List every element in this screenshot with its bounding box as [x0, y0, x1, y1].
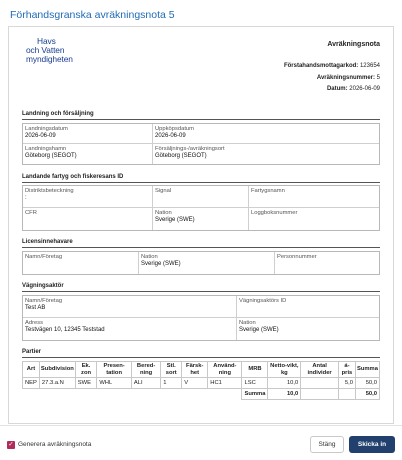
total-weight: 10,0 [268, 389, 301, 400]
col-ek-zon: Ek. zon [75, 362, 97, 378]
generate-note-label[interactable]: Generera avräkningsnota [18, 441, 92, 448]
cell-presentation: WHL [97, 378, 132, 389]
fartyg-nation-cell: Nation Sverige (SWE) [153, 208, 249, 230]
licens-nation-cell: Nation Sverige (SWE) [139, 252, 275, 274]
section-divider [22, 291, 380, 292]
cell-antal-individer [301, 378, 339, 389]
signal-cell: Signal [153, 186, 249, 208]
section-divider [22, 182, 380, 183]
meta-datum: Datum: 2026-06-09 [326, 86, 380, 92]
send-button[interactable]: Skicka in [349, 436, 395, 453]
total-empty-pris [338, 389, 355, 400]
distrikt-cell: Distriktsbeteckning : [23, 186, 153, 208]
personnummer-cell: Personnummer [277, 254, 317, 260]
close-button[interactable]: Stäng [310, 436, 344, 453]
section-divider [22, 247, 380, 248]
forsaljningsort-cell: Försäljnings-/avräkningsort Göteborg (SEGOT) [155, 146, 225, 159]
fartygsnamn-cell: Fartygsnamn [249, 186, 379, 208]
col-a-pris: á-pris [338, 362, 355, 378]
vagning-adress-cell: Adress Testvägen 10, 12345 Teststad [23, 318, 237, 340]
footer-divider [0, 425, 402, 426]
cfr-cell: CFR [23, 208, 153, 230]
col-beredning: Bered-ning [131, 362, 160, 378]
uppkopsdatum-cell: Uppköpsdatum 2026-06-09 [153, 124, 379, 144]
cell-subdivision: 27.3.a.N [39, 378, 75, 389]
table-row [23, 378, 380, 389]
vagning-id-cell: Vägningsaktörs ID [237, 296, 379, 318]
total-spacer [23, 389, 242, 400]
col-nettovikt: Netto-vikt, kg [268, 362, 301, 378]
total-sum: 50,0 [355, 389, 379, 400]
partier-header-row [23, 362, 380, 378]
col-mrb: MRB [242, 362, 268, 378]
partier-table [22, 361, 380, 400]
cell-a-pris: 5,0 [338, 378, 355, 389]
section-partier-title: Partier [22, 349, 42, 355]
section-vagning-title: Vägningsaktör [22, 283, 64, 289]
cell-art: NEP [23, 378, 40, 389]
total-row [23, 389, 380, 400]
total-empty-antal [301, 389, 339, 400]
licens-namn-cell: Namn/Företag [23, 252, 139, 274]
section-divider [22, 119, 380, 120]
havs-och-vatten-logo: Havs och Vatten myndigheten [26, 36, 73, 64]
col-subdivision: Subdivision [39, 362, 75, 378]
document-heading: Avräkningsnota [327, 41, 380, 48]
landningsdatum-cell: Landningsdatum 2026-06-09 [23, 124, 153, 144]
checkmark-icon: ✓ [8, 441, 14, 448]
vagning-nation-cell: Nation Sverige (SWE) [239, 320, 279, 333]
cell-mrb: LSC [242, 378, 268, 389]
vagning-namn-cell: Namn/Företag Test AB [23, 296, 237, 318]
document-preview[interactable] [8, 26, 394, 424]
total-label: Summa [242, 389, 268, 400]
col-art: Art [23, 362, 40, 378]
section-divider [22, 357, 380, 358]
licens-box [22, 251, 380, 275]
cell-ek-zon: SWE [75, 378, 97, 389]
col-stl-sort: Stl. sort [161, 362, 182, 378]
fartyg-box [22, 185, 380, 231]
meta-mottagarkod: Förstahandsmottagarkod: 123654 [283, 63, 380, 69]
section-fartyg-title: Landande fartyg och fiskeresans ID [22, 174, 124, 180]
landningshamn-cell: Landningshamn Göteborg (SEGOT) [23, 144, 153, 164]
col-antal-individer: Antal individer [301, 362, 339, 378]
cell-anvandning: HC1 [208, 378, 242, 389]
cell-nettovikt: 10,0 [268, 378, 301, 389]
section-landning-title: Landning och försäljning [22, 111, 94, 117]
cell-beredning: ALI [131, 378, 160, 389]
vagning-box [22, 295, 380, 341]
col-anvandning: Använd-ning [208, 362, 242, 378]
section-licens-title: Licensinnehavare [22, 239, 73, 245]
cell-stl-sort: 1 [161, 378, 182, 389]
col-farskhet: Färsk-het [182, 362, 208, 378]
col-presentation: Presen-tation [97, 362, 132, 378]
generate-note-checkbox[interactable] [7, 441, 15, 449]
cell-summa: 50,0 [355, 378, 379, 389]
col-summa: Summa [355, 362, 379, 378]
cell-farskhet: V [182, 378, 208, 389]
dialog-title: Förhandsgranska avräkningsnota 5 [10, 9, 175, 21]
landning-box [22, 123, 380, 165]
meta-avrakningsnummer: Avräkningsnummer: 5 [316, 75, 380, 81]
loggbok-cell: Loggboksnummer [251, 210, 298, 216]
